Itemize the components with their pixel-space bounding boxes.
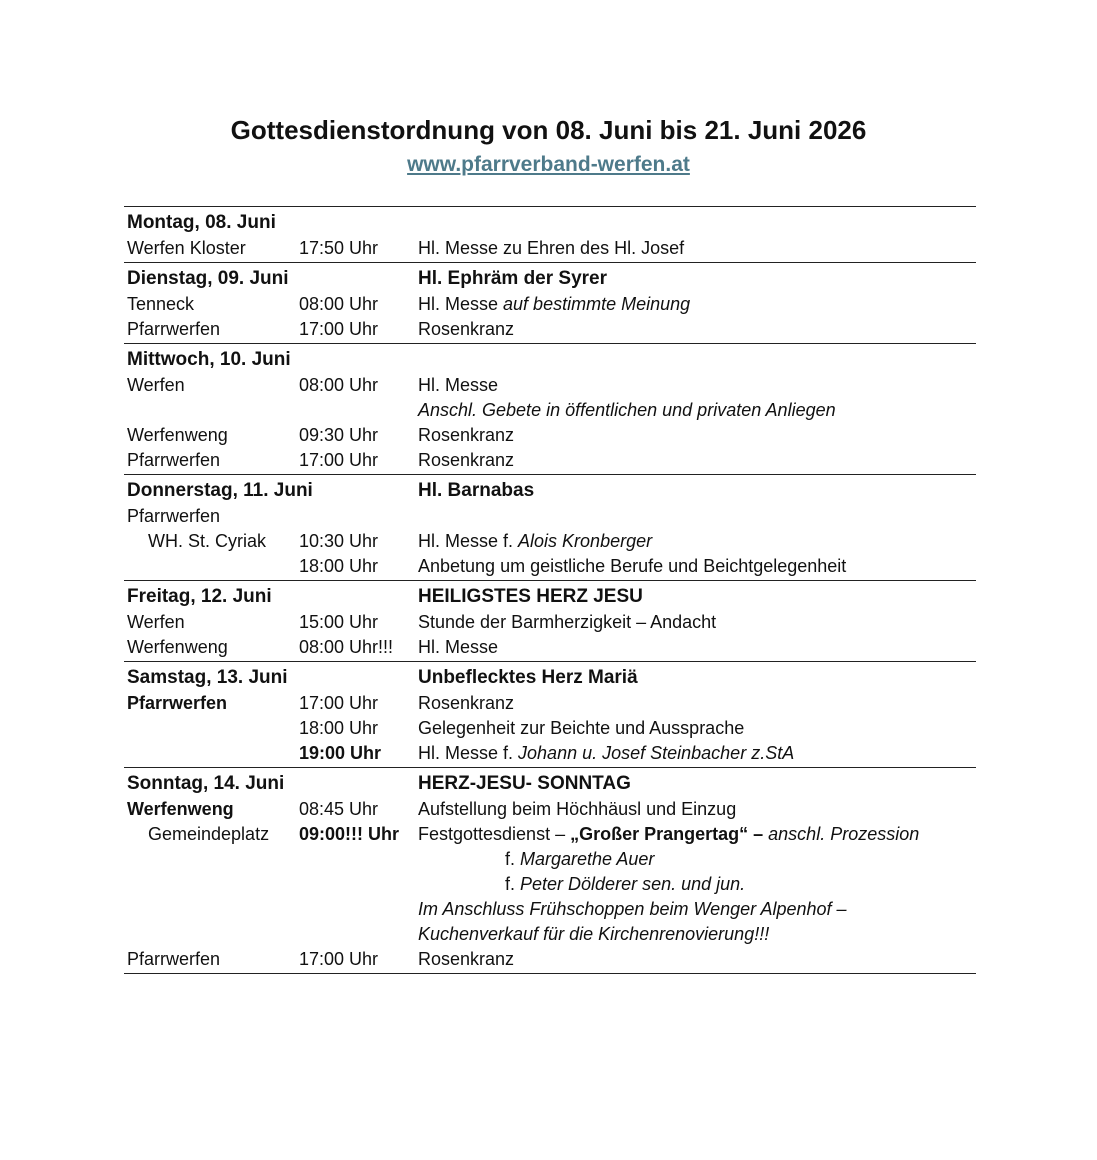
entry-place: Werfen Kloster: [127, 238, 246, 258]
day-header-row: [124, 346, 976, 373]
entry-description-text: Hl. Messe f.: [418, 743, 519, 763]
entry-time: 08:00 Uhr!!!: [299, 637, 394, 657]
day-date: Donnerstag, 11. Juni: [127, 480, 313, 501]
entry-place: Pfarrwerfen: [127, 450, 221, 470]
entry-description-text: f.: [505, 849, 521, 869]
day-header-row: [124, 477, 976, 504]
entry-row: [124, 236, 976, 261]
entry-description: Rosenkranz: [418, 425, 515, 445]
entry-intention: Johann u. Josef Steinbacher z.StA: [518, 743, 795, 763]
entry-place: Werfenweng: [127, 799, 234, 819]
entry-description: Rosenkranz: [418, 693, 515, 713]
entry-intention: auf bestimmte Meinung: [503, 294, 691, 314]
day-block-samstag: [124, 662, 976, 768]
entry-row: [124, 529, 976, 554]
entry-description-text: f.: [505, 874, 521, 894]
day-block-sonntag: [124, 768, 976, 974]
entry-description-text: Hl. Messe: [418, 294, 504, 314]
entry-row: [124, 741, 976, 766]
entry-note: Im Anschluss Frühschoppen beim Wenger Alpenhof –: [418, 899, 847, 919]
entry-time: 09:00!!! Uhr: [299, 824, 400, 844]
entry-row: [124, 398, 976, 423]
entry-time: 17:00 Uhr: [299, 949, 379, 969]
entry-description: Rosenkranz: [418, 450, 515, 470]
entry-row: [124, 448, 976, 473]
entry-intention: Peter Dölderer sen. und jun.: [520, 874, 746, 894]
entry-time: 08:00 Uhr: [299, 294, 379, 314]
day-feast: Hl. Barnabas: [418, 480, 535, 501]
entry-description-text: Festgottesdienst –: [418, 824, 571, 844]
entry-row: [124, 897, 976, 922]
entry-time: 10:30 Uhr: [299, 531, 379, 551]
schedule-table: [124, 206, 976, 974]
day-date: Sonntag, 14. Juni: [127, 773, 285, 794]
entry-description: Aufstellung beim Höchhäusl und Einzug: [418, 799, 737, 819]
day-block-dienstag: [124, 263, 976, 344]
day-block-freitag: [124, 581, 976, 662]
day-header-row: [124, 583, 976, 610]
entry-row: [124, 317, 976, 342]
entry-place: Werfen: [127, 375, 185, 395]
day-feast: HEILIGSTES HERZ JESU: [418, 586, 643, 607]
entry-row: [124, 610, 976, 635]
day-feast: HERZ-JESU- SONNTAG: [418, 773, 631, 794]
entry-row: [124, 716, 976, 741]
entry-description: Rosenkranz: [418, 319, 515, 339]
entry-description: [505, 847, 654, 872]
entry-time: 19:00 Uhr: [299, 743, 382, 763]
day-block-donnerstag: [124, 475, 976, 581]
entry-row: [124, 554, 976, 579]
entry-description: Anbetung um geistliche Berufe und Beichtgelegenheit: [418, 556, 847, 576]
entry-description: Hl. Messe zu Ehren des Hl. Josef: [418, 238, 685, 258]
day-feast: Hl. Ephräm der Syrer: [418, 268, 608, 289]
entry-description-text: Hl. Messe f.: [418, 531, 519, 551]
entry-row: [124, 947, 976, 972]
entry-row: [124, 423, 976, 448]
entry-time: 17:00 Uhr: [299, 450, 379, 470]
entry-time: 17:00 Uhr: [299, 693, 379, 713]
entry-description: [505, 872, 745, 897]
entry-row: [124, 847, 976, 872]
entry-row: [124, 373, 976, 398]
entry-place: Pfarrwerfen: [127, 319, 221, 339]
entry-row: [124, 691, 976, 716]
entry-row: [124, 822, 976, 847]
entry-place: Werfenweng: [127, 637, 228, 657]
website-link[interactable]: www.pfarrverband-werfen.at: [407, 153, 690, 176]
entry-time: 08:00 Uhr: [299, 375, 379, 395]
day-header-row: [124, 770, 976, 797]
day-header-row: [124, 209, 976, 236]
entry-place: Pfarrwerfen: [127, 693, 228, 713]
entry-row: [124, 872, 976, 897]
day-date: Samstag, 13. Juni: [127, 667, 288, 688]
entry-time: 17:00 Uhr: [299, 319, 379, 339]
entry-time: 18:00 Uhr: [299, 718, 379, 738]
entry-row: [124, 504, 976, 529]
entry-time: 18:00 Uhr: [299, 556, 379, 576]
entry-row: [124, 922, 976, 947]
entry-intention: Alois Kronberger: [518, 531, 653, 551]
entry-event-name: „Großer Prangertag“ –: [570, 824, 764, 844]
entry-time: 17:50 Uhr: [299, 238, 379, 258]
entry-description: [418, 741, 794, 766]
entry-description: [418, 822, 919, 847]
entry-row: [124, 797, 976, 822]
entry-description: Stunde der Barmherzigkeit – Andacht: [418, 612, 717, 632]
entry-place: Werfenweng: [127, 425, 228, 445]
entry-row: [124, 635, 976, 660]
day-date: Freitag, 12. Juni: [127, 586, 272, 607]
entry-row: [124, 292, 976, 317]
day-date: Dienstag, 09. Juni: [127, 268, 289, 289]
entry-place: Pfarrwerfen: [127, 949, 221, 969]
entry-description: [418, 292, 690, 317]
day-date: Montag, 08. Juni: [127, 212, 276, 233]
entry-place: Werfen: [127, 612, 185, 632]
entry-note: anschl. Prozession: [763, 824, 920, 844]
entry-description: Rosenkranz: [418, 949, 515, 969]
day-feast: Unbeflecktes Herz Mariä: [418, 667, 638, 688]
page-title: Gottesdienstordnung von 08. Juni bis 21. Juni 2026: [230, 115, 867, 145]
day-date: Mittwoch, 10. Juni: [127, 349, 291, 370]
entry-note: Kuchenverkauf für die Kirchenrenovierung!!!: [418, 924, 770, 944]
entry-time: 15:00 Uhr: [299, 612, 379, 632]
entry-time: 09:30 Uhr: [299, 425, 379, 445]
entry-place: Gemeindeplatz: [148, 824, 270, 844]
day-block-montag: [124, 207, 976, 263]
entry-description: Hl. Messe: [418, 375, 499, 395]
entry-note: Anschl. Gebete in öffentlichen und privaten Anliegen: [418, 400, 836, 420]
entry-description: Hl. Messe: [418, 637, 499, 657]
entry-place: Pfarrwerfen: [127, 506, 221, 526]
entry-description: [418, 529, 652, 554]
day-block-mittwoch: [124, 344, 976, 475]
entry-place: Tenneck: [127, 294, 195, 314]
entry-description: Gelegenheit zur Beichte und Aussprache: [418, 718, 745, 738]
day-header-row: [124, 664, 976, 691]
entry-place: WH. St. Cyriak: [148, 531, 267, 551]
day-header-row: [124, 265, 976, 292]
entry-time: 08:45 Uhr: [299, 799, 379, 819]
entry-intention: Margarethe Auer: [520, 849, 655, 869]
